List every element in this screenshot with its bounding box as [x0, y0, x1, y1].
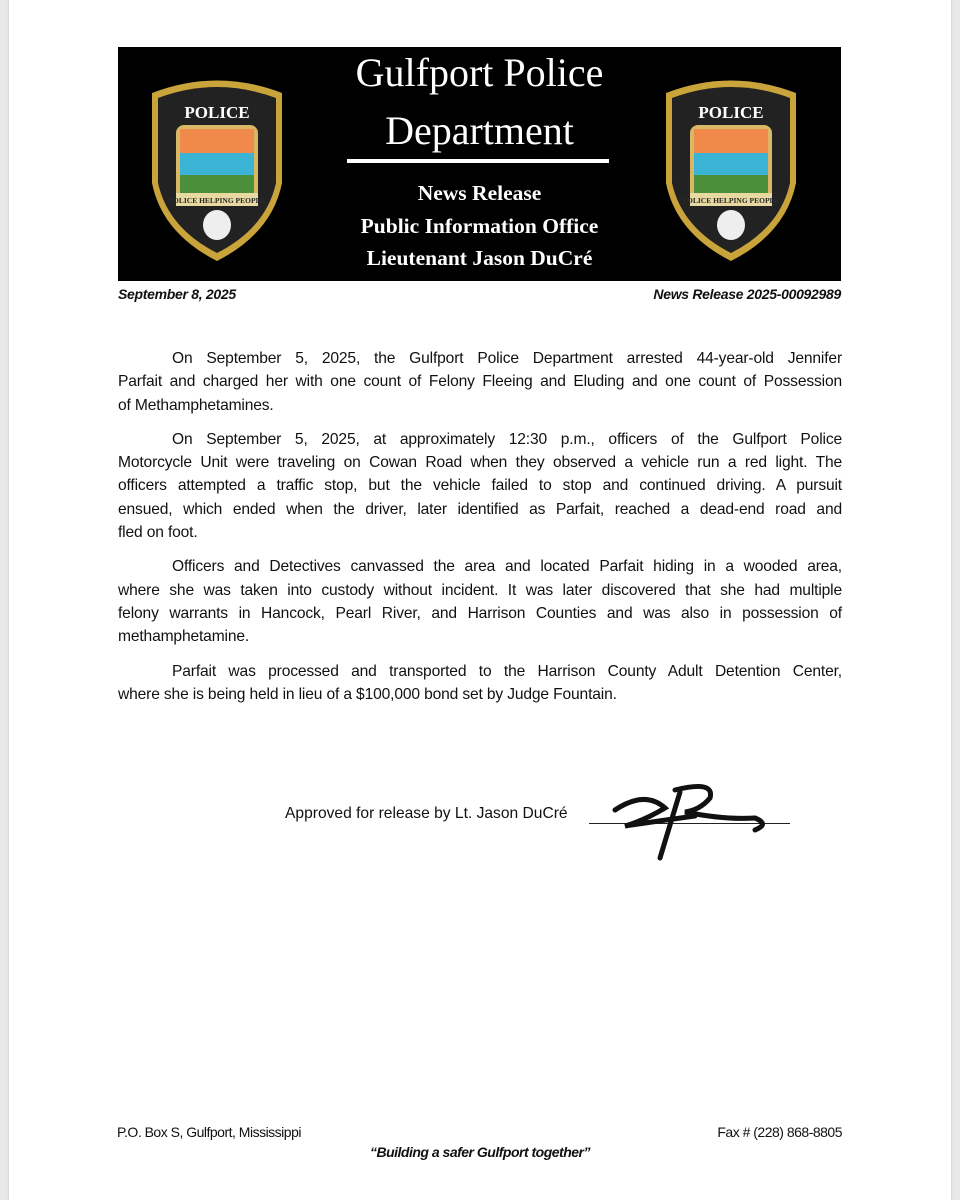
- paragraph-line: Officers and Detectives canvassed the area and located Parfait hiding in a wooded area,: [172, 558, 842, 576]
- police-badge-logo: [656, 73, 806, 263]
- paragraph-line: Parfait and charged her with one count of Felony Fleeing and Eluding and one count of Possession: [118, 373, 842, 391]
- release-date: September 8, 2025: [118, 286, 236, 302]
- paragraph-line: On September 5, 2025, at approximately 12:30 p.m., officers of the Gulfport Police: [172, 430, 842, 448]
- footer-motto: “Building a safer Gulfport together”: [369, 1144, 590, 1160]
- paragraph-line: where she is being held in lieu of a $100,000 bond set by Judge Fountain.: [118, 685, 617, 703]
- release-body: [118, 347, 842, 717]
- footer-address: P.O. Box S, Gulfport, Mississippi: [117, 1124, 301, 1140]
- officer-name: Lieutenant Jason DuCré: [366, 246, 593, 270]
- title-divider: [347, 159, 609, 163]
- badge-banner-text: POLICE HELPING PEOPLE: [682, 196, 780, 205]
- signature-image: [605, 780, 785, 862]
- office-label: Public Information Office: [360, 214, 599, 238]
- news-release-label: News Release: [417, 181, 542, 205]
- badge-top-text: POLICE: [698, 103, 764, 122]
- paragraph-line: officers attempted a traffic stop, but the vehicle failed to stop and continued driving. A pursuit: [118, 477, 842, 495]
- badge-top-text: POLICE: [184, 103, 250, 122]
- paragraph-line: fled on foot.: [118, 524, 198, 542]
- paragraph-line: felony warrants in Hancock, Pearl River, and Harrison Counties and was also in possession of: [118, 604, 842, 622]
- release-number: News Release 2025-00092989: [653, 286, 841, 302]
- paragraph: [118, 555, 842, 648]
- approval-text: Approved for release by Lt. Jason DuCré: [285, 805, 568, 822]
- paragraph-line: Motorcycle Unit were traveling on Cowan Road when they observed a vehicle run a red light. The: [118, 454, 842, 472]
- paragraph: [118, 347, 842, 417]
- paragraph-line: Parfait was processed and transported to the Harrison County Adult Detention Center,: [172, 662, 842, 680]
- paragraph: [118, 660, 842, 707]
- paragraph-line: where she was taken into custody without incident. It was later discovered that she had multiple: [118, 581, 842, 599]
- department-title-line1: Gulfport Police: [355, 50, 604, 95]
- footer-fax: Fax # (228) 868-8805: [717, 1124, 842, 1140]
- paragraph-line: of Methamphetamines.: [118, 396, 274, 414]
- paragraph: [118, 428, 842, 544]
- department-title-line2: Department: [385, 108, 574, 153]
- paragraph-line: methamphetamine.: [118, 628, 250, 646]
- badge-banner-text: POLICE HELPING PEOPLE: [168, 196, 266, 205]
- header-banner: [118, 47, 841, 281]
- paragraph-line: On September 5, 2025, the Gulfport Police Department arrested 44-year-old Jennifer: [172, 350, 842, 367]
- paragraph-line: ensued, which ended when the driver, later identified as Parfait, reached a dead-end road and: [118, 500, 842, 518]
